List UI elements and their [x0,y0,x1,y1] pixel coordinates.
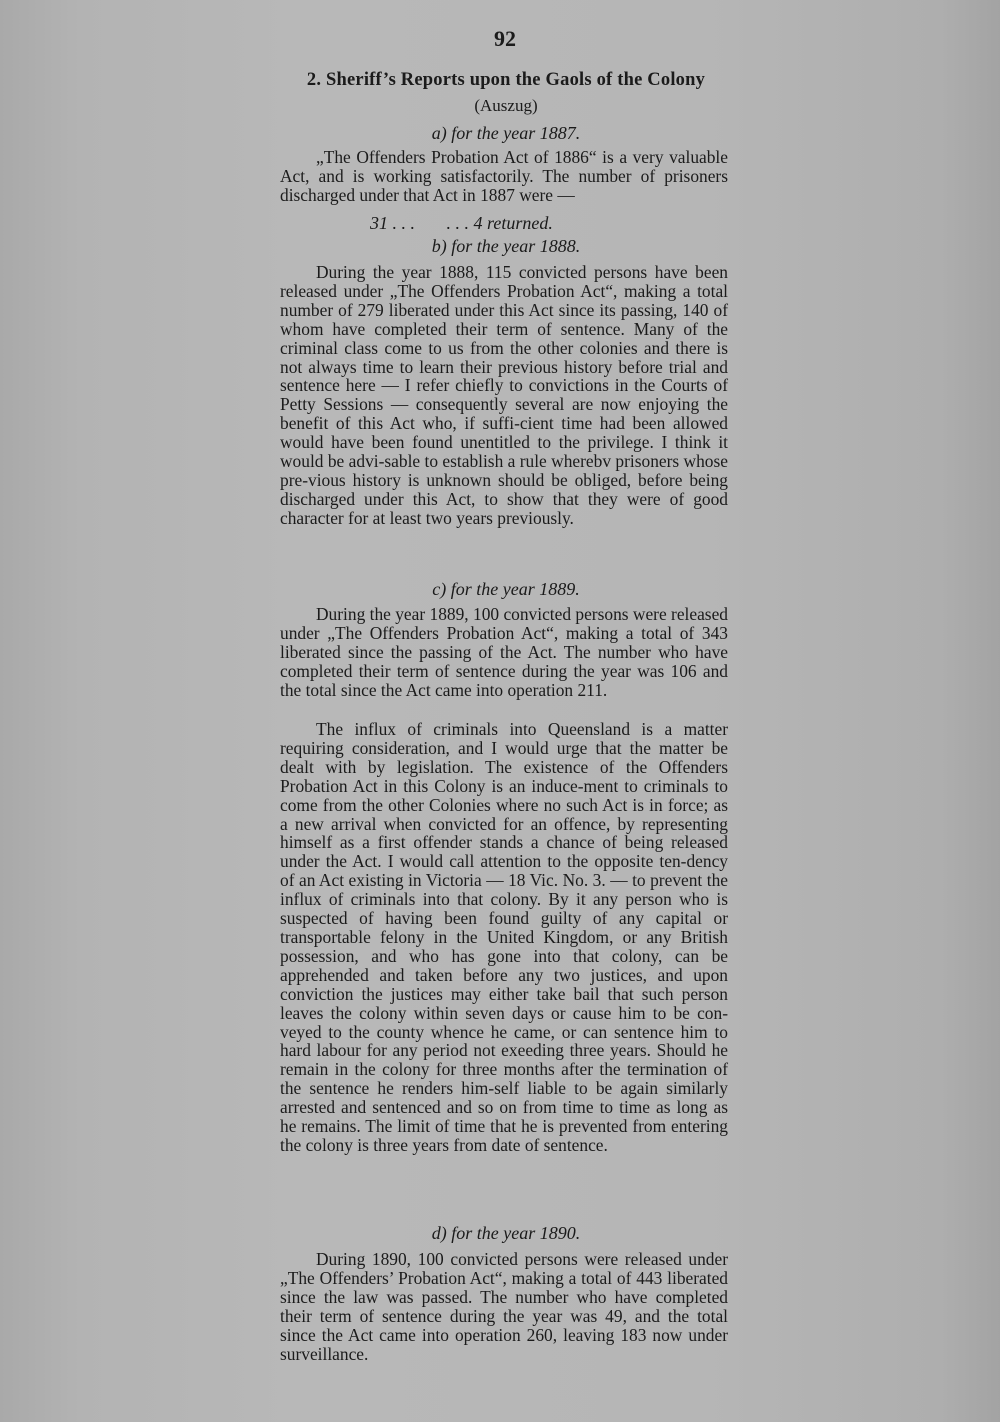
section-d-paragraph: During 1890, 100 convicted persons were released under „The Offenders’ Probation Act“, making a total of 443 liberated since the law was passed. The number who have completed their term of sentence during the year was 49, and the total since the Act came into operation 260, leaving 183 now under surveillance. [280,1249,728,1364]
section-b-paragraph: During the year 1888, 115 convicted persons have been released under „The Offenders Probation Act“, making a total number of 279 liberated under this Act since its passing, 140 of whom have completed their term of sentence. Many of the criminal class come to us from the other colonies and there is not always time to learn their previous history before trial and sentence here — I refer chiefly to convictions in the Courts of Petty Sessions — consequently several are now enjoying the benefit of this Act who, if suffi-cient time had been allowed would have been found unentitled to the privilege. I think it would be advi-sable to establish a rule wherebv prisoners whose pre-vious history is unknown should be obliged, before being discharged under this Act, to show that they were of good character for at least two years previously. [280,262,728,528]
report-heading: 2. Sheriff’s Reports upon the Gaols of the Colony [306,70,706,90]
section-a-paragraph: „The Offenders Probation Act of 1886“ is a very valuable Act, and is working satisfactorily. The number of prisoners discharged under that Act in 1887 were — [280,147,728,205]
section-c-paragraph-1: During the year 1889, 100 convicted persons were released under „The Offenders Probation Act“, making a total of 343 liberated since the passing of the Act. The number who have completed their term of sentence during the year was 106 and the total since the Act came into operation 211. [280,604,728,700]
section-c-title: c) for the year 1889. [432,579,580,599]
section-d-title: d) for the year 1890. [431,1223,581,1243]
section-a-title: a) for the year 1887. [431,123,581,143]
report-subheading: (Auszug) [474,96,538,115]
section-c-paragraph-2: The influx of criminals into Queensland is a matter requiring consideration, and I would urge that the matter be dealt with by legislation. The existence of the Offenders Probation Act in this Colony is an induce-ment to criminals to come from the other Colonies where no such Act is in force; as a new arrival when convicted for an offence, by representing himself as a first offender stands a chance of being released under the Act. I would call attention to the opposite ten-dency of an Act existing in Victoria — 18 Vic. No. 3. — to prevent the influx of criminals into that colony. By it any person who is suspected of having been found guilty of any capital or transportable felony in the United Kingdom, or any British possession, and who has gone into that colony, can be apprehended and taken before any two justices, and upon conviction the justices may either take bail that such person leaves the colony within seven days or cause him to be con-veyed to the county whence he came, or can sentence him to hard labour for any period not exeeding three years. Should he remain in the colony for three months after the termination of the sentence he renders him-self liable to be again similarly arrested and sentenced and so on from time to time as long as he remains. The limit of time that he is prevented from entering the colony is three years from date of sentence. [280,719,728,1155]
section-b-title: b) for the year 1888. [431,236,581,256]
page-number: 92 [494,26,516,51]
section-a-stats: 31 . . . . . . 4 returned. [370,213,553,233]
